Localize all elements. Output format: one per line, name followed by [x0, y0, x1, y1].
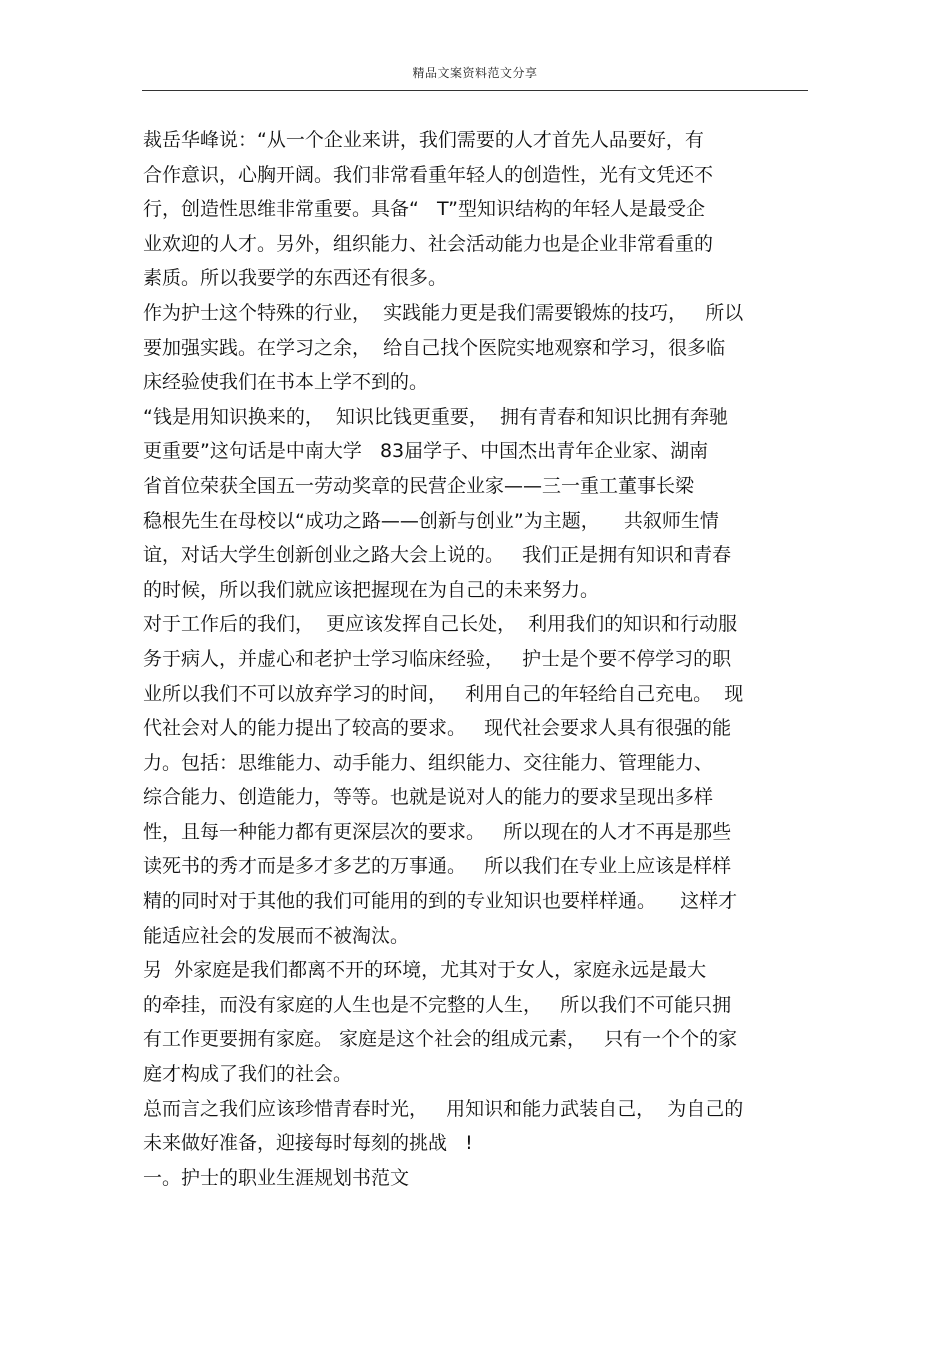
text-line: 代社会对人的能力提出了较高的要求。 现代社会要求人具有很强的能 [143, 717, 732, 740]
text-line: 素质。所以我要学的东西还有很多。 [143, 267, 448, 290]
text-line: 另 外家庭是我们都离不开的环境，尤其对于女人，家庭永远是最大 [143, 959, 707, 982]
text-line: 能适应社会的发展而不被淘汰。 [143, 924, 410, 947]
text-line: 务于病人，并虚心和老护士学习临床经验， 护士是个要不停学习的职 [143, 647, 732, 670]
text-line: “钱是用知识换来的， 知识比钱更重要， 拥有青春和知识比拥有奔驰 [143, 405, 729, 428]
text-line: 综合能力、创造能力，等等。也就是说对人的能力的要求呈现出多样 [143, 786, 714, 809]
text-line: 业欢迎的人才。另外，组织能力、社会活动能力也是企业非常看重的 [143, 232, 714, 255]
text-line: 床经验使我们在书本上学不到的。 [143, 371, 429, 394]
text-line: 总而言之我们应该珍惜青春时光， 用知识和能力武装自己， 为自己的 [143, 1097, 744, 1120]
text-line: 对于工作后的我们， 更应该发挥自己长处， 利用我们的知识和行动服 [143, 613, 738, 636]
section-heading: 一。护士的职业生涯规划书范文 [143, 1166, 410, 1189]
text-line: 要加强实践。在学习之余， 给自己找个医院实地观察和学习，很多临 [143, 336, 726, 359]
text-line: 力。包括：思维能力、动手能力、组织能力、交往能力、管理能力、 [143, 751, 714, 774]
text-line: 行，创造性思维非常重要。具备“ T”型知识结构的年轻人是最受企 [143, 198, 705, 221]
header-divider [142, 90, 808, 91]
text-line: 裁岳华峰说：“从一个企业来讲，我们需要的人才首先人品要好，有 [143, 129, 704, 151]
text-line: 谊，对话大学生创新创业之路大会上说的。 我们正是拥有知识和青春 [143, 544, 732, 567]
text-line: 未来做好准备，迎接每时每刻的挑战 ! [143, 1132, 473, 1155]
page-header: 精品文案资料范文分享 [412, 66, 538, 80]
text-line: 有工作更要拥有家庭。 家庭是这个社会的组成元素， 只有一个个的家 [143, 1028, 738, 1051]
text-line: 的牵挂，而没有家庭的人生也是不完整的人生， 所以我们不可能只拥 [143, 993, 732, 1016]
document-body [143, 123, 808, 1195]
text-line: 稳根先生在母校以“成功之路——创新与创业”为主题， 共叙师生情 [143, 509, 719, 532]
text-line: 省首位荣获全国五一劳动奖章的民营企业家——三一重工董事长梁 [143, 474, 695, 497]
text-line: 性，且每一种能力都有更深层次的要求。 所以现在的人才不再是那些 [143, 820, 732, 843]
text-line: 读死书的秀才而是多才多艺的万事通。 所以我们在专业上应该是样样 [143, 855, 732, 878]
text-line: 庭才构成了我们的社会。 [143, 1063, 353, 1086]
text-line: 合作意识，心胸开阔。我们非常看重年轻人的创造性，光有文凭还不 [143, 163, 714, 186]
text-line: 业所以我们不可以放弃学习的时间， 利用自己的年轻给自己充电。 现 [143, 682, 744, 705]
text-line: 更重要”这句话是中南大学 83届学子、中国杰出青年企业家、湖南 [143, 440, 709, 463]
text-line: 的时候，所以我们就应该把握现在为自己的未来努力。 [143, 578, 600, 601]
text-line: 作为护士这个特殊的行业， 实践能力更是我们需要锻炼的技巧， 所以 [143, 301, 744, 324]
text-line: 精的同时对于其他的我们可能用的到的专业知识也要样样通。 这样才 [143, 890, 738, 913]
